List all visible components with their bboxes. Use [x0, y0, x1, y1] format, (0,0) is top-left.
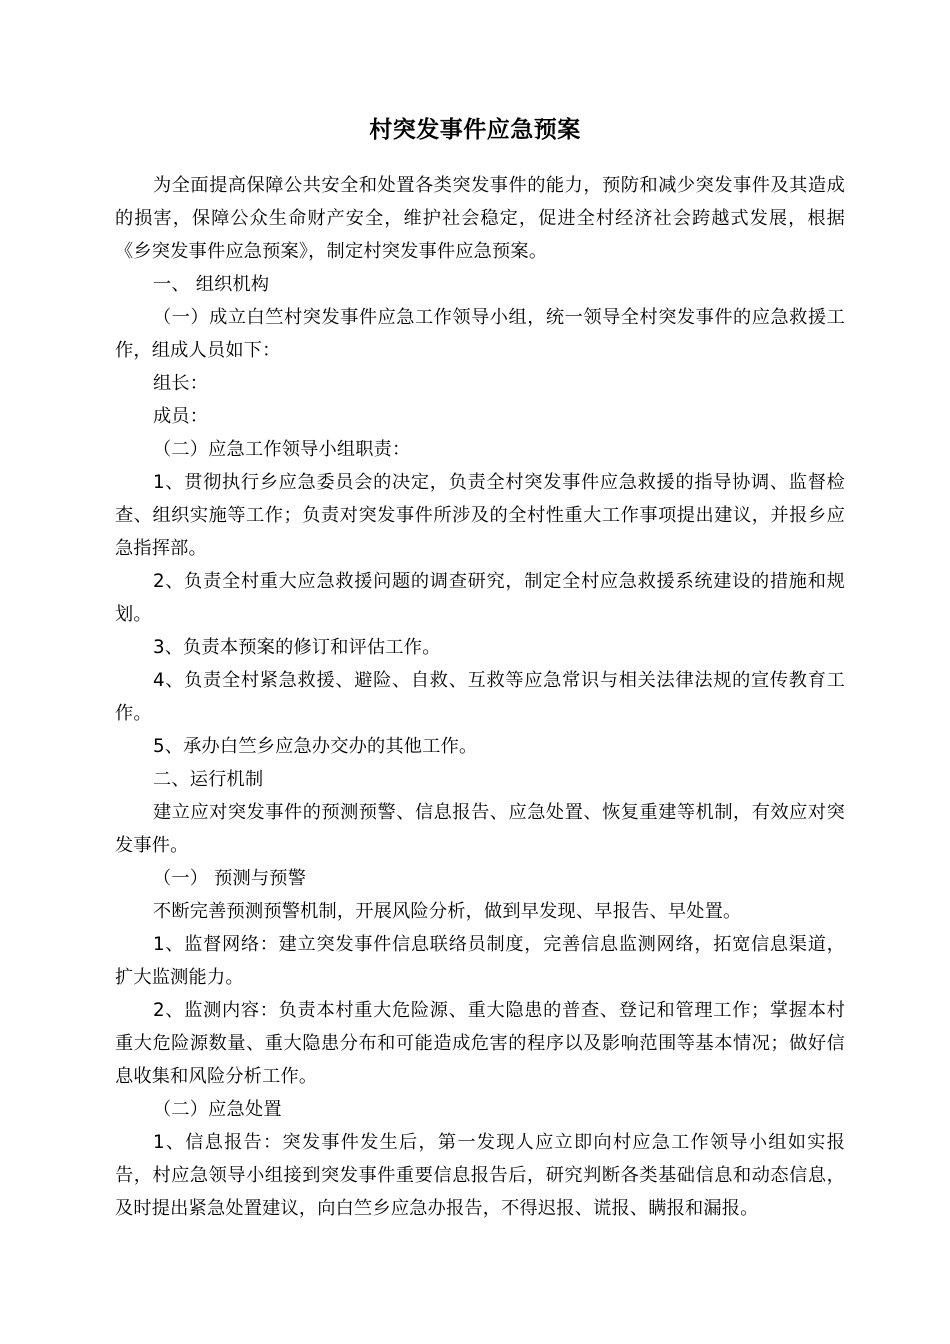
duty-item: 3、负责本预案的修订和评估工作。: [153, 637, 441, 658]
duty-item: 1、贯彻执行乡应急委员会的决定，负责全村突发事件应急救援的指导协调、监督检查、组织实施等工作；负责对突发事件所涉及的全村性重大工作事项提出建议，并报乡应急指挥部。: [115, 472, 845, 559]
subsection-leading-group: （一）成立白竺村突发事件应急工作领导小组，统一领导全村突发事件的应急救援工作，组成人员如下：: [115, 307, 845, 361]
document-body: [115, 169, 845, 1225]
subsection-response-heading: （二）应急处置: [153, 1099, 282, 1120]
monitoring-item: 1、监督网络：建立突发事件信息联络员制度，完善信息监测网络，拓宽信息渠道，扩大监测能力。: [115, 934, 845, 988]
intro-paragraph: 为全面提高保障公共安全和处置各类突发事件的能力，预防和减少突发事件及其造成的损害，保障公众生命财产安全，维护社会稳定，促进全村经济社会跨越式发展，根据《乡突发事件应急预案》，制定村突发事件应急预案。: [115, 175, 845, 262]
response-item: 1、信息报告：突发事件发生后，第一发现人应立即向村应急工作领导小组如实报告，村应急领导小组接到突发事件重要信息报告后，研究判断各类基础信息和动态信息，及时提出紧急处置建议，向白竺乡应急办报告，不得迟报、谎报、瞒报和漏报。: [115, 1132, 845, 1219]
section-heading-mechanism: 二、运行机制: [153, 769, 264, 790]
monitoring-item: 2、监测内容：负责本村重大危险源、重大隐患的普查、登记和管理工作；掌握本村重大危险源数量、重大隐患分布和可能造成危害的程序以及影响范围等基本情况；做好信息收集和风险分析工作。: [115, 1000, 845, 1087]
group-members-line: 成员：: [153, 406, 209, 427]
section-heading-organization: 一、 组织机构: [153, 274, 270, 295]
forecast-paragraph: 不断完善预测预警机制，开展风险分析，做到早发现、早报告、早处置。: [153, 901, 742, 922]
duty-item: 4、负责全村紧急救援、避险、自救、互救等应急常识与相关法律法规的宣传教育工作。: [115, 670, 845, 724]
duty-item: 5、承办白竺乡应急办交办的其他工作。: [153, 736, 478, 757]
duty-item: 2、负责全村重大应急救援问题的调查研究，制定全村应急救援系统建设的措施和规划。: [115, 571, 845, 625]
subsection-forecast-heading: （一） 预测与预警: [153, 868, 307, 889]
subsection-duties-heading: （二）应急工作领导小组职责：: [153, 439, 411, 460]
mechanism-paragraph: 建立应对突发事件的预测预警、信息报告、应急处置、恢复重建等机制，有效应对突发事件。: [115, 802, 845, 856]
group-leader-line: 组长：: [153, 373, 209, 394]
document-title: 村突发事件应急预案: [369, 117, 581, 143]
